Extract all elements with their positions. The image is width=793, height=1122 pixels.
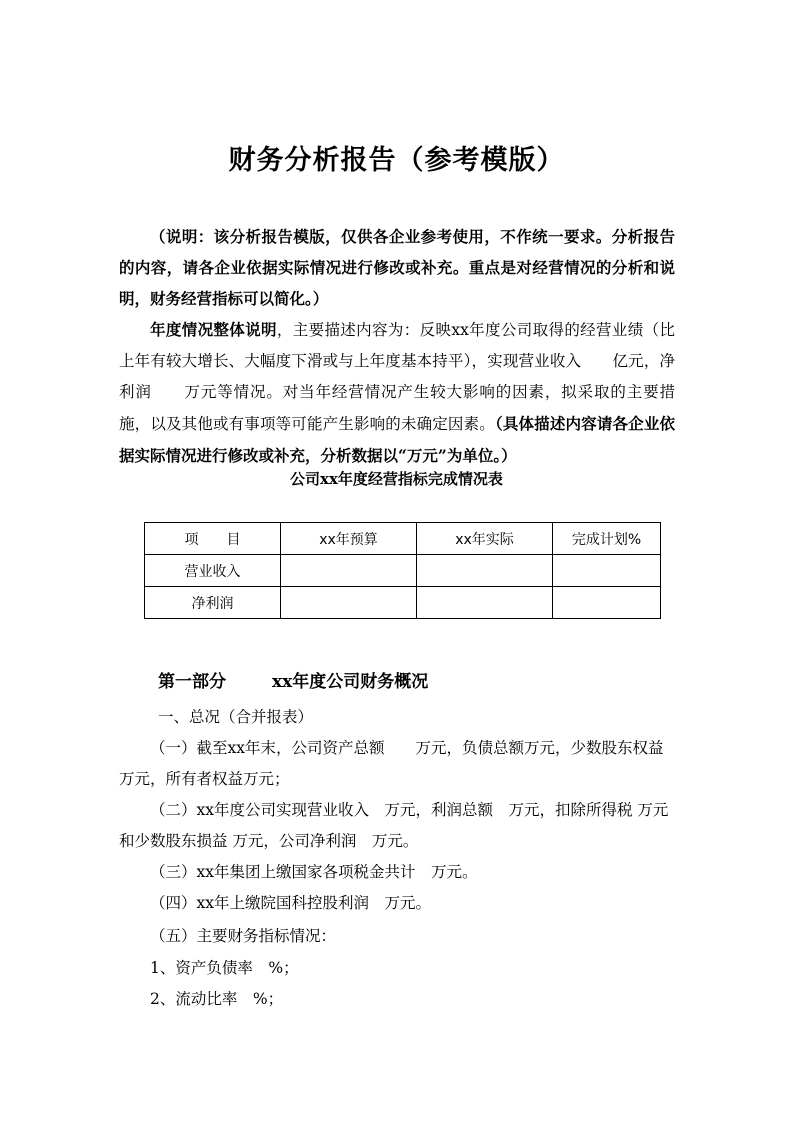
section-heading: [158, 667, 428, 692]
list-item: 2、流动比率 %；: [150, 990, 284, 1008]
list-item: （四）xx年上缴院国科控股利润 万元。: [150, 894, 431, 912]
note-paragraph: （说明：该分析报告模版，仅供各企业参考使用，不作统一要求。分析报告的内容，请各企业依据实际情况进行修改或补充。重点是对经营情况的分析和说明，财务经营指标可以简化。）: [119, 227, 675, 308]
section-part: 第一部分: [158, 672, 226, 692]
overview-bold-tail: （具体描述内容请各企业依据实际情况进行修改或补充，分析数据以“万元”为单位。）: [119, 414, 675, 465]
page-title: 财务分析报告（参考模版）: [228, 145, 565, 176]
table-row: [145, 587, 661, 619]
list-item: 一、总况（合并报表）: [158, 708, 314, 726]
table-cell: [281, 555, 417, 587]
list-item: （二）xx年度公司实现营业收入 万元，利润总额 万元，扣除所得税 万元和少数股东损益 万元，公司净利润 万元。: [119, 801, 669, 850]
table-header-cell: xx年预算: [281, 523, 417, 555]
kpi-table: [144, 522, 661, 619]
table-caption: 公司xx年度经营指标完成情况表: [290, 470, 503, 488]
list-item: （一）截至xx年末，公司资产总额 万元，负债总额万元，少数股东权益 万元，所有者权益万元；: [119, 739, 695, 788]
table-header-cell: xx年实际: [417, 523, 553, 555]
table-header-cell: 完成计划%: [553, 523, 661, 555]
overview-heading: 年度情况整体说明: [150, 320, 277, 339]
table-cell: [281, 587, 417, 619]
table-row: [145, 555, 661, 587]
table-cell: [553, 587, 661, 619]
overview-paragraph: [119, 314, 675, 472]
section-name: xx年度公司财务概况: [272, 672, 429, 692]
table-cell: 净利润: [145, 587, 281, 619]
list-item: （三）xx年集团上缴国家各项税金共计 万元。: [150, 863, 478, 881]
list-item: 1、资产负债率 %；: [150, 959, 299, 977]
list-item: （五）主要财务指标情况：: [150, 927, 337, 945]
table-cell: [417, 555, 553, 587]
table-header-row: [145, 523, 661, 555]
table-cell: [553, 555, 661, 587]
table-cell: 营业收入: [145, 555, 281, 587]
table-header-cell: 项 目: [145, 523, 281, 555]
table-cell: [417, 587, 553, 619]
overview-text: ，主要描述内容为：反映xx年度公司取得的经营业绩（比上年有较大增长、大幅度下滑或与上年度基本持平），实现营业收入 亿元，净利润 万元等情况。对当年经营情况产生较大影响的因素，拟采取的主要措施，以及其他或有事项等可能产生影响的未确定因素。: [119, 321, 675, 433]
